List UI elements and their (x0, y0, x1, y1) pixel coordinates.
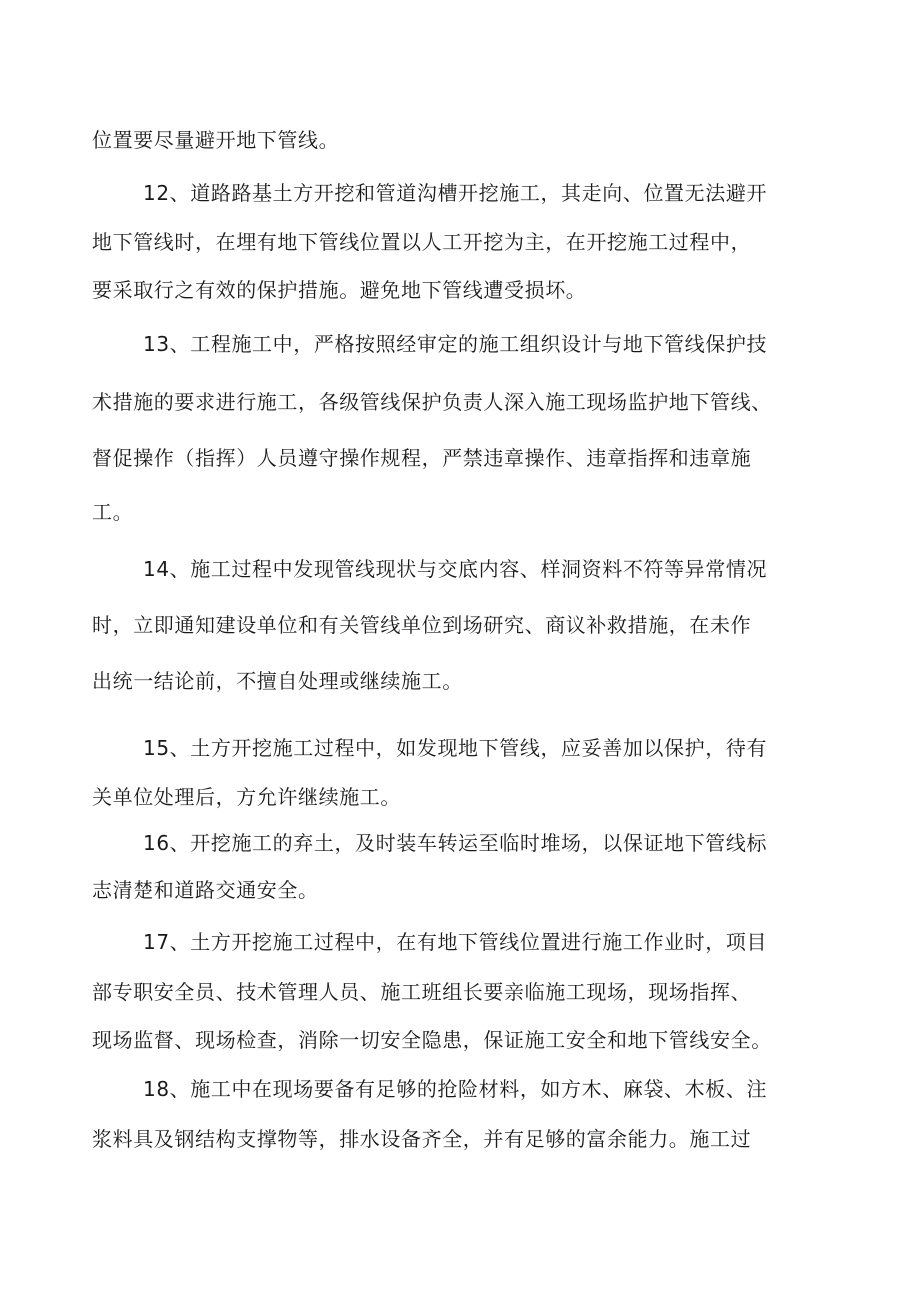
paragraph-12-line-2: 地下管线时，在埋有地下管线位置以人工开挖为主，在开挖施工过程中， (92, 230, 752, 254)
paragraph-16-line-2: 志清楚和道路交通安全。 (92, 878, 319, 902)
paragraph-12-line-3: 要采取行之有效的保护措施。避免地下管线遭受损坏。 (92, 278, 587, 302)
paragraph-17-line-3: 现场监督、现场检查，消除一切安全隐患，保证施工安全和地下管线安全。 (92, 1028, 772, 1052)
paragraph-17-line-1: 17、土方开挖施工过程中，在有地下管线位置进行施工作业时，项目 (143, 930, 768, 954)
paragraph-13-line-3: 督促操作（指挥）人员遵守操作规程，严禁违章操作、违章指挥和违章施 (92, 446, 752, 470)
text-line: 位置要尽量避开地下管线。 (92, 128, 340, 152)
paragraph-14-line-2: 时，立即通知建设单位和有关管线单位到场研究、商议补救措施，在未作 (92, 613, 752, 637)
paragraph-18-line-1: 18、施工中在现场要备有足够的抢险材料，如方木、麻袋、木板、注 (143, 1077, 768, 1101)
paragraph-16-line-1: 16、开挖施工的弃土，及时装车转运至临时堆场，以保证地下管线标 (143, 831, 768, 855)
paragraph-15-line-1: 15、土方开挖施工过程中，如发现地下管线，应妥善加以保护，待有 (143, 736, 768, 760)
paragraph-14-line-3: 出统一结论前，不擅自处理或继续施工。 (92, 669, 463, 693)
paragraph-15-line-2: 关单位处理后，方允许继续施工。 (92, 785, 401, 809)
paragraph-13-line-1: 13、工程施工中，严格按照经审定的施工组织设计与地下管线保护技 (143, 332, 768, 356)
paragraph-18-line-2: 浆料具及钢结构支撑物等，排水设备齐全，并有足够的富余能力。施工过 (92, 1127, 752, 1151)
paragraph-13-line-2: 术措施的要求进行施工，各级管线保护负责人深入施工现场监护地下管线、 (92, 390, 772, 414)
paragraph-12-line-1: 12、道路路基土方开挖和管道沟槽开挖施工，其走向、位置无法避开 (143, 181, 768, 205)
paragraph-17-line-2: 部专职安全员、技术管理人员、施工班组长要亲临施工现场，现场指挥、 (92, 980, 752, 1004)
paragraph-14-line-1: 14、施工过程中发现管线现状与交底内容、样洞资料不符等异常情况 (143, 557, 768, 581)
paragraph-13-line-4: 工。 (92, 500, 134, 524)
